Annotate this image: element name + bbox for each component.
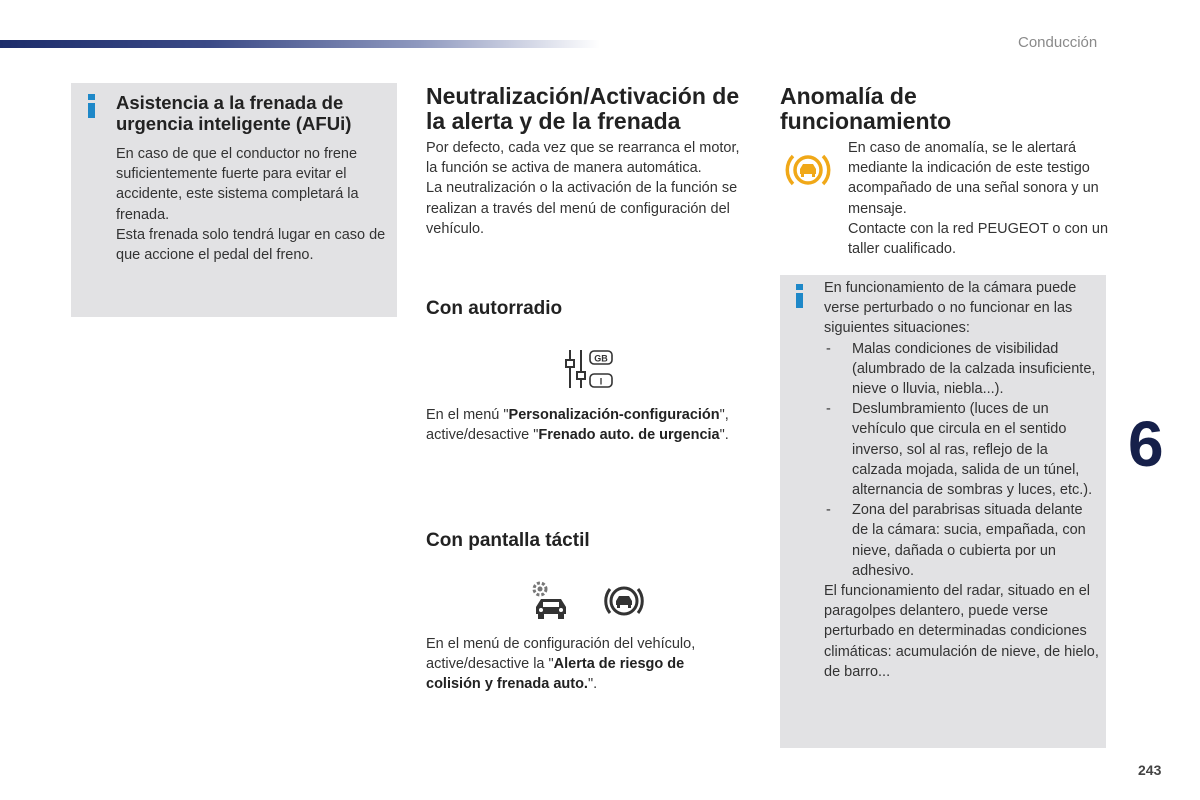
touchscreen-text (426, 634, 726, 695)
bullet-text: Zona del parabrisas situada delante de la cámara: sucia, empañada, con nieve, dañada o cubierta por un adhesivo. (852, 502, 1086, 579)
autorradio-text-2: ", active/desactive " (426, 407, 729, 444)
page-number: 243 (1138, 762, 1162, 778)
bullet-dash: - (826, 502, 831, 519)
camera-intro: En funcionamiento de la cámara puede verse perturbado o no funcionar en las siguientes situaciones: (824, 280, 1077, 337)
list-item (824, 500, 1100, 581)
neutralization-paragraph-1: Por defecto, cada vez que se rearranca el motor, la función se activa de manera automática. (426, 140, 740, 177)
chapter-number: 6 (1128, 408, 1164, 480)
badge-i-label: I (599, 376, 603, 387)
warning-brake-icon (782, 147, 834, 193)
info-icon (796, 284, 803, 308)
anomaly-title: Anomalía de funcionamiento (780, 83, 952, 134)
camera-text (824, 278, 1100, 682)
touchscreen-text-2: ". (587, 676, 598, 693)
anomaly-paragraph-1: En caso de anomalía, se le alertará mediante la indicación de este testigo acompañado de una señal sonora y un mensaje. (848, 140, 1099, 217)
settings-sliders-icon (563, 348, 615, 392)
list-item (824, 399, 1100, 500)
header-gradient-bar (0, 40, 600, 48)
vehicle-settings-icon (528, 578, 574, 624)
menu-auto-braking-label: Frenado auto. de urgencia (538, 427, 720, 444)
afui-text (116, 144, 388, 265)
autorradio-text-1: En el menú " (426, 407, 509, 423)
neutralization-paragraph-2: La neutralización o la activación de la función se realizan a través del menú de configuración del vehículo. (426, 180, 738, 237)
autorradio-title: Con autorradio (426, 298, 563, 319)
badge-gb-label: GB (594, 353, 608, 364)
touchscreen-text-1: En el menú de configuración del vehículo, active/desactive la " (426, 636, 696, 673)
info-icon (88, 94, 95, 118)
afui-paragraph-2: Esta frenada solo tendrá lugar en caso de que accione el pedal del freno. (116, 226, 386, 264)
autorradio-text (426, 405, 756, 445)
neutralization-text (426, 138, 751, 239)
anomaly-text (848, 138, 1110, 259)
touchscreen-title: Con pantalla táctil (426, 530, 590, 551)
menu-personalization-label: Personalización-configuración (508, 407, 720, 423)
neutralization-title: Neutralización/Activación de la alerta y de la frenada (426, 83, 740, 134)
camera-conditions-list (824, 339, 1100, 581)
bullet-text: Deslumbramiento (luces de un vehículo que circula en el sentido inverso, sol al ras, reflejo de la calzada mojada, salida de un túnel, alternancia de sombras y luces, etc.). (852, 401, 1093, 499)
bullet-dash: - (826, 340, 831, 357)
anomaly-paragraph-2: Contacte con la red PEUGEOT o con un taller cualificado. (848, 220, 1109, 258)
list-item (824, 339, 1100, 400)
radar-paragraph: El funcionamiento del radar, situado en el paragolpes delantero, puede verse perturbado en determinadas condiciones climáticas: acumulación de nieve, de hielo, de barro... (824, 583, 1099, 680)
autorradio-text-3: ". (719, 427, 729, 444)
afui-title: Asistencia a la frenada de urgencia inteligente (AFUi) (116, 92, 352, 134)
bullet-dash: - (826, 401, 831, 418)
afui-paragraph-1: En caso de que el conductor no frene suficientemente fuerte para evitar el accidente, este sistema completará la frenada. (116, 146, 359, 223)
brake-alert-icon (601, 578, 647, 624)
section-title: Conducción (1018, 34, 1098, 51)
bullet-text: Malas condiciones de visibilidad (alumbrado de la calzada insuficiente, nieve o lluvia, niebla...). (852, 340, 1096, 398)
menu-collision-alert-label: Alerta de riesgo de colisión y frenada auto. (426, 656, 685, 693)
